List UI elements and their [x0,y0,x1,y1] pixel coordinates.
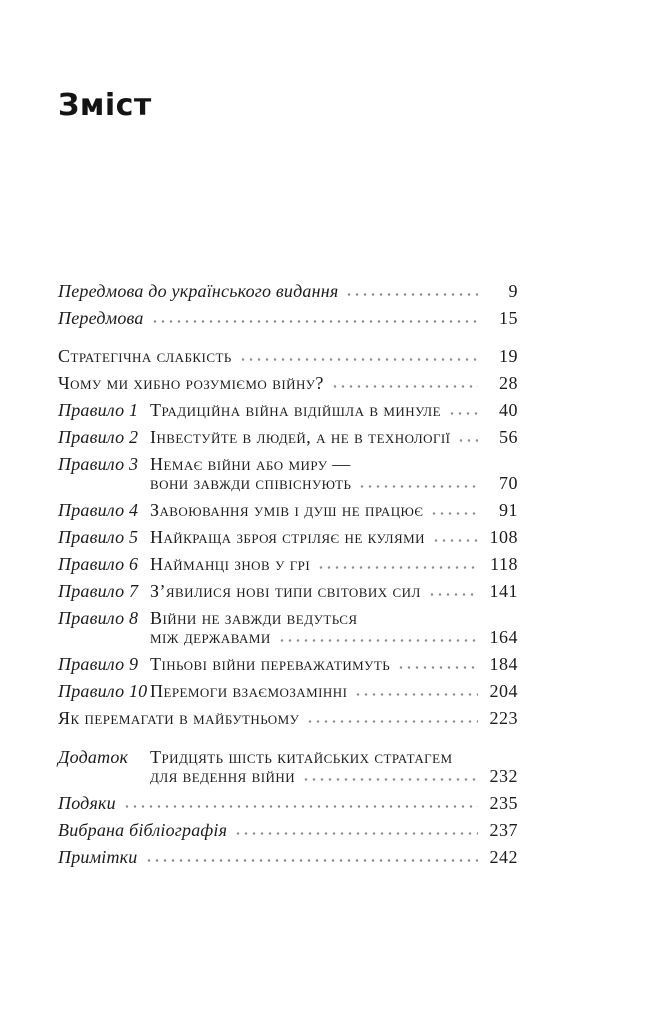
toc-entry-title: Традиційна війна відійшла в минуле [150,400,441,420]
dot-leader [399,665,478,670]
toc-entry-title: вони завжди співіснують [150,473,352,493]
toc-entry-label: Правило 9 [58,654,139,674]
toc-entry-body [150,655,518,674]
toc-entry [58,455,518,493]
toc-entry-body [150,455,518,493]
toc-entry-body [58,848,518,867]
toc-entry [58,609,518,647]
toc-entry-label: Правило 2 [58,427,139,447]
toc-page-number: 15 [499,308,518,328]
toc-entry-title: Примітки [58,847,138,867]
dot-leader [347,292,478,297]
dot-leader [360,484,478,489]
toc-entry-line [58,709,518,728]
toc-entry-title: Завоювання умів і душ не працює [150,500,424,520]
toc-entry-line [58,848,518,867]
toc-entry-line: Війни не завжди ведуться [150,608,358,628]
toc-entry-line [150,474,518,493]
toc-entry [58,582,518,601]
toc-entry-line [58,309,518,328]
toc-entry [58,709,518,728]
toc-page-number: 19 [499,346,518,366]
dot-leader [319,565,478,570]
toc-entry-line [58,821,518,840]
toc-entry-line [150,528,518,547]
toc-entry-title: Стратегічна слабкість [58,346,232,366]
toc-entry [58,794,518,813]
toc-entry [58,501,518,520]
toc-page-number: 28 [499,373,518,393]
toc-page-number: 204 [489,681,518,701]
toc-entry-line [150,682,518,701]
toc-page-number: 56 [499,427,518,447]
toc-page-number: 40 [499,400,518,420]
toc-entry-title: між державами [150,627,271,647]
toc-entry-body [150,428,518,447]
dot-leader [450,411,478,416]
toc-entry-body [58,821,518,840]
dot-leader [147,858,478,863]
toc-page-number: 184 [489,654,518,674]
toc-entry-line [150,655,518,674]
toc-entry [58,821,518,840]
toc-entry-line [58,347,518,366]
toc-page-number: 108 [489,527,518,547]
toc-entry-body [150,555,518,574]
toc-page-number: 9 [508,281,518,301]
toc-entry-line [58,282,518,301]
toc-entry-body [150,609,518,647]
toc-entry-line [150,582,518,601]
toc-entry-title: Як перемагати в майбутньому [58,708,300,728]
toc-entry-line [150,428,518,447]
toc-entry-title: З’явилися нові типи світових сил [150,581,421,601]
toc-entry-title: Передмова до українського видання [58,281,339,301]
toc-entry-body [150,682,518,701]
toc-entry-label: Додаток [58,747,129,767]
toc-list [58,282,518,867]
toc-entry-title: Вибрана бібліографія [58,820,228,840]
dot-leader [280,638,478,643]
toc-entry [58,682,518,701]
toc-entry-line [150,555,518,574]
toc-entry-label: Правило 7 [58,581,139,601]
toc-entry [58,655,518,674]
toc-entry [58,347,518,366]
toc-entry-body [58,309,518,328]
dot-leader [241,357,478,362]
toc-entry [58,309,518,328]
toc-entry [58,748,518,786]
toc-entry-body [150,528,518,547]
toc-entry-label: Правило 8 [58,608,139,628]
toc-page-number: 223 [489,708,518,728]
toc-entry [58,528,518,547]
toc-entry-title: Інвестуйте в людей, а не в технології [150,427,451,447]
toc-entry-line: Тридцять шість китайських стратагем [150,747,453,767]
toc-entry-body [150,501,518,520]
toc-entry [58,848,518,867]
toc-page-number: 232 [489,766,518,786]
toc-page-number: 91 [499,500,518,520]
dot-leader [236,831,478,836]
toc-entry-title: Найкраща зброя стріляє не кулями [150,527,425,547]
dot-leader [459,438,478,443]
toc-entry-line [58,794,518,813]
toc-page-number: 235 [489,793,518,813]
toc-entry-title: Подяки [58,793,116,813]
dot-leader [333,384,478,389]
toc-entry-line [150,767,518,786]
toc-entry-body [58,709,518,728]
toc-entry-body [58,282,518,301]
dot-leader [434,538,478,543]
dot-leader [304,777,478,782]
toc-entry-label: Правило 3 [58,454,139,474]
toc-entry-line [150,501,518,520]
toc-entry-body [58,374,518,393]
toc-entry [58,374,518,393]
toc-entry-title: Тіньові війни переважатимуть [150,654,391,674]
toc-entry-label: Правило 5 [58,527,139,547]
toc-page-number: 118 [490,554,518,574]
toc-page-number: 70 [499,473,518,493]
toc-entry-label: Правило 10 [58,681,148,701]
toc-entry [58,555,518,574]
toc-entry-label: Правило 1 [58,400,139,420]
toc-entry [58,428,518,447]
toc-entry-label: Правило 6 [58,554,139,574]
toc-page-number: 141 [489,581,518,601]
toc-entry [58,282,518,301]
dot-leader [430,592,478,597]
toc-page-number: 242 [489,847,518,867]
toc-entry-body [58,794,518,813]
dot-leader [308,719,478,724]
toc-entry-body [150,401,518,420]
toc-entry-title: Чому ми хибно розуміємо війну? [58,373,324,393]
dot-leader [153,319,478,324]
toc-entry-body [58,347,518,366]
toc-entry-body [150,582,518,601]
dot-leader [125,804,478,809]
toc-entry-body [150,748,518,786]
toc-entry-line [58,374,518,393]
toc-entry-title: Перемоги взаємозамінні [150,681,348,701]
toc-page-number: 164 [489,627,518,647]
dot-leader [356,692,478,697]
toc-entry-line [150,628,518,647]
toc-entry-title: Передмова [58,308,144,328]
toc-entry-line: Немає війни або миру — [150,454,351,474]
dot-leader [432,511,478,516]
toc-entry-label: Правило 4 [58,500,139,520]
toc-entry [58,401,518,420]
toc-entry-line [150,401,518,420]
toc-page-number: 237 [489,820,518,840]
page-title: Зміст [58,88,152,123]
toc-entry-title: Найманці знов у грі [150,554,311,574]
toc-entry-title: для ведення війни [150,766,296,786]
